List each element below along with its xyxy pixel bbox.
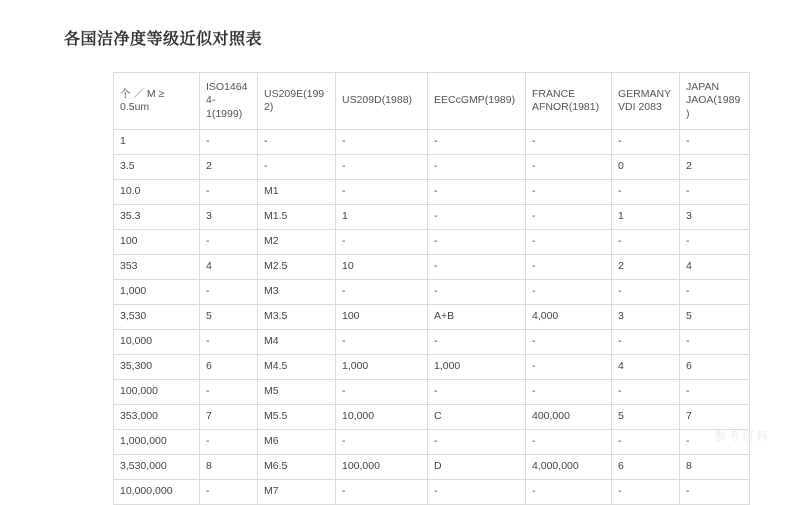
table-cell: - [680, 180, 750, 205]
table-cell: - [336, 230, 428, 255]
table-row [114, 305, 750, 330]
table-cell: 1,000,000 [114, 430, 200, 455]
table-cell: - [526, 130, 612, 155]
table-cell: 2 [680, 155, 750, 180]
column-header-us209e: US209E(1992) [258, 73, 336, 130]
table-cell: - [336, 380, 428, 405]
table-cell: 5 [612, 405, 680, 430]
table-cell: - [428, 430, 526, 455]
table-cell: - [200, 180, 258, 205]
table-cell: 35,300 [114, 355, 200, 380]
table-cell: 1 [114, 130, 200, 155]
table-cell: M6 [258, 430, 336, 455]
table-cell: - [428, 230, 526, 255]
table-row [114, 480, 750, 505]
table-cell: - [612, 130, 680, 155]
table-row [114, 355, 750, 380]
table-cell: 8 [680, 455, 750, 480]
table-row [114, 230, 750, 255]
table-cell: M5 [258, 380, 336, 405]
table-row [114, 155, 750, 180]
table-cell: 3 [680, 205, 750, 230]
table-cell: 100 [336, 305, 428, 330]
table-cell: 3 [612, 305, 680, 330]
table-cell: 100,000 [114, 380, 200, 405]
table-row [114, 180, 750, 205]
table-cell: - [680, 480, 750, 505]
table-cell: - [200, 430, 258, 455]
table-cell: - [428, 480, 526, 505]
table-cell: - [428, 255, 526, 280]
table-cell: 353,000 [114, 405, 200, 430]
table-cell: - [200, 230, 258, 255]
table-cell: 10,000 [336, 405, 428, 430]
table-cell: M3 [258, 280, 336, 305]
table-cell: - [680, 430, 750, 455]
table-cell: 10,000,000 [114, 480, 200, 505]
table-cell: 4,000,000 [526, 455, 612, 480]
table-cell: 5 [200, 305, 258, 330]
cleanroom-comparison-table-container [113, 72, 749, 505]
table-cell: 5 [680, 305, 750, 330]
table-cell: - [258, 130, 336, 155]
column-header-japan-jaoa: JAPAN JAOA(1989) [680, 73, 750, 130]
table-cell: - [612, 430, 680, 455]
table-cell: - [680, 380, 750, 405]
table-cell: 8 [200, 455, 258, 480]
table-cell: 7 [680, 405, 750, 430]
table-cell: 4,000 [526, 305, 612, 330]
table-row [114, 405, 750, 430]
table-cell: - [612, 230, 680, 255]
table-cell: A+B [428, 305, 526, 330]
table-cell: - [336, 155, 428, 180]
table-cell: 3 [200, 205, 258, 230]
table-cell: - [336, 180, 428, 205]
table-cell: - [200, 280, 258, 305]
table-cell: M7 [258, 480, 336, 505]
table-cell: M2.5 [258, 255, 336, 280]
table-cell: - [612, 330, 680, 355]
table-cell: - [336, 430, 428, 455]
table-cell: - [428, 155, 526, 180]
table-cell: - [336, 280, 428, 305]
table-cell: 0 [612, 155, 680, 180]
column-header-iso14644: ISO14644-1(1999) [200, 73, 258, 130]
table-cell: - [428, 180, 526, 205]
table-cell: - [526, 155, 612, 180]
table-row [114, 330, 750, 355]
table-row [114, 205, 750, 230]
table-cell: 10,000 [114, 330, 200, 355]
cleanroom-comparison-table [113, 72, 750, 505]
table-cell: 35.3 [114, 205, 200, 230]
column-header-us209d: US209D(1988) [336, 73, 428, 130]
table-cell: 7 [200, 405, 258, 430]
table-cell: - [526, 430, 612, 455]
table-cell: - [428, 280, 526, 305]
table-cell: - [526, 355, 612, 380]
table-cell: M2 [258, 230, 336, 255]
table-cell: 1,000 [114, 280, 200, 305]
table-cell: C [428, 405, 526, 430]
table-cell: 6 [612, 455, 680, 480]
table-cell: 100,000 [336, 455, 428, 480]
table-cell: 1 [336, 205, 428, 230]
table-cell: - [612, 280, 680, 305]
table-cell: - [200, 480, 258, 505]
table-cell: 6 [680, 355, 750, 380]
table-cell: - [200, 330, 258, 355]
table-cell: - [336, 130, 428, 155]
table-body [114, 130, 750, 505]
table-cell: 3,530 [114, 305, 200, 330]
table-cell: 4 [200, 255, 258, 280]
table-cell: - [336, 480, 428, 505]
table-cell: - [526, 230, 612, 255]
table-cell: 100 [114, 230, 200, 255]
table-cell: - [200, 130, 258, 155]
table-cell: 3,530,000 [114, 455, 200, 480]
table-cell: - [680, 330, 750, 355]
table-cell: - [680, 280, 750, 305]
table-row [114, 130, 750, 155]
table-cell: M1.5 [258, 205, 336, 230]
table-cell: 10 [336, 255, 428, 280]
column-header-particle-count: 个 ／ M ≥ 0.5um [114, 73, 200, 130]
table-cell: 4 [612, 355, 680, 380]
table-cell: 400,000 [526, 405, 612, 430]
table-cell: - [526, 330, 612, 355]
table-cell: 2 [200, 155, 258, 180]
table-cell: 1,000 [428, 355, 526, 380]
table-cell: - [526, 205, 612, 230]
watermark-text: 参考资料 [713, 429, 770, 443]
table-cell: - [526, 280, 612, 305]
table-cell: - [612, 380, 680, 405]
table-cell: M3.5 [258, 305, 336, 330]
table-cell: M1 [258, 180, 336, 205]
column-header-eec-cgmp: EECcGMP(1989) [428, 73, 526, 130]
table-cell: M4.5 [258, 355, 336, 380]
table-cell: - [612, 480, 680, 505]
table-cell: - [526, 255, 612, 280]
column-header-france-afnor: FRANCE AFNOR(1981) [526, 73, 612, 130]
table-cell: 1,000 [336, 355, 428, 380]
table-cell: - [612, 180, 680, 205]
table-cell: - [200, 380, 258, 405]
table-row [114, 280, 750, 305]
table-header-row [114, 73, 750, 130]
table-cell: - [526, 480, 612, 505]
table-cell: - [680, 230, 750, 255]
table-cell: - [526, 180, 612, 205]
table-cell: M4 [258, 330, 336, 355]
table-cell: - [680, 130, 750, 155]
table-cell: 10.0 [114, 180, 200, 205]
page-title: 各国洁净度等级近似对照表 [64, 31, 263, 48]
column-header-germany-vdi: GERMANY VDI 2083 [612, 73, 680, 130]
table-cell: - [258, 155, 336, 180]
table-row [114, 380, 750, 405]
table-cell: 353 [114, 255, 200, 280]
table-cell: D [428, 455, 526, 480]
table-cell: - [428, 380, 526, 405]
table-cell: M5.5 [258, 405, 336, 430]
table-header [114, 73, 750, 130]
table-cell: - [428, 330, 526, 355]
table-cell: 1 [612, 205, 680, 230]
table-cell: - [428, 205, 526, 230]
table-cell: M6.5 [258, 455, 336, 480]
table-cell: - [526, 380, 612, 405]
table-cell: 4 [680, 255, 750, 280]
table-row [114, 255, 750, 280]
table-cell: 3.5 [114, 155, 200, 180]
table-cell: 6 [200, 355, 258, 380]
table-cell: - [428, 130, 526, 155]
table-row [114, 430, 750, 455]
table-row [114, 455, 750, 480]
table-cell: 2 [612, 255, 680, 280]
table-cell: - [336, 330, 428, 355]
